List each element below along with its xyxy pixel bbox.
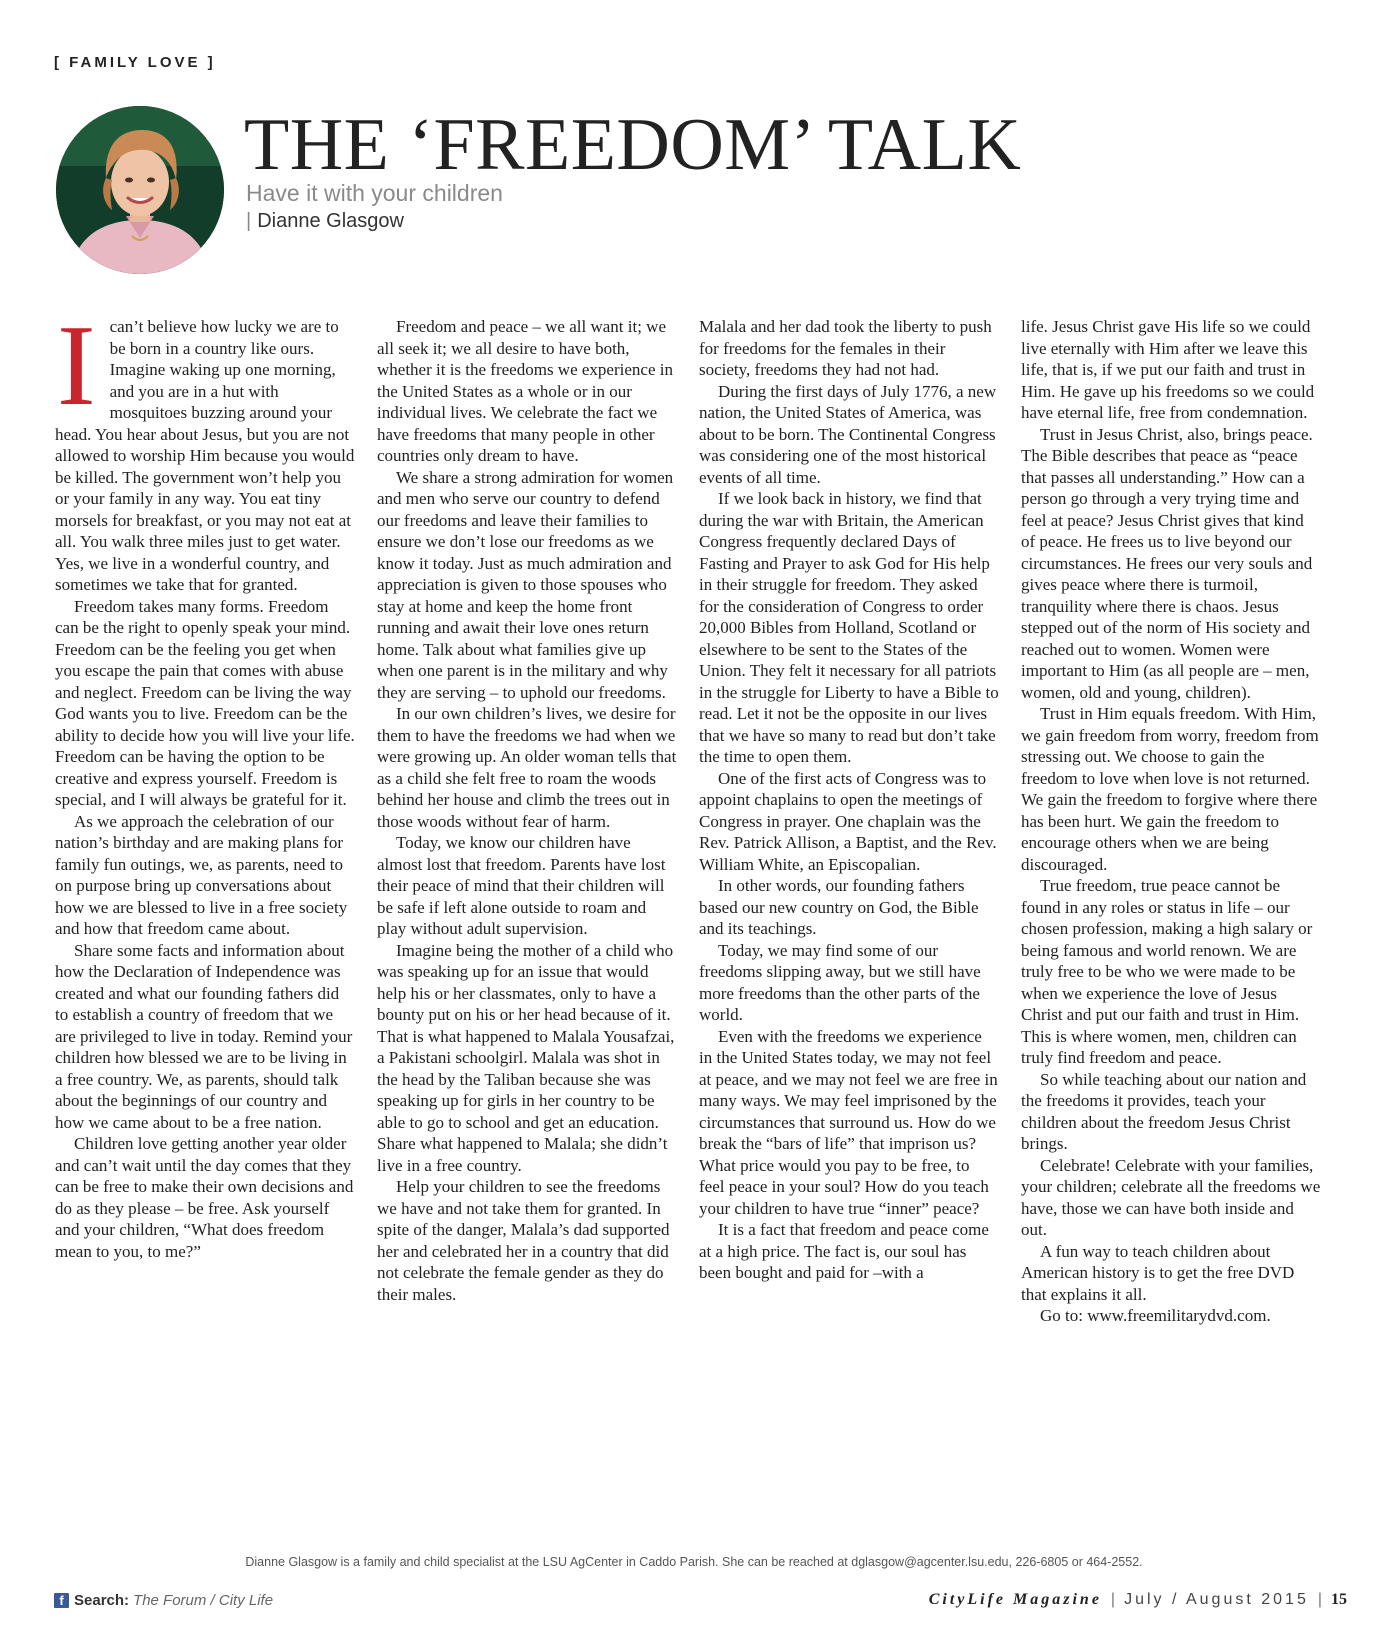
article-column-2	[377, 316, 677, 1305]
article-paragraph: In other words, our founding fathers based our new country on God, the Bible and its teachings.	[699, 876, 979, 938]
article-paragraph: Today, we may find some of our freedoms slipping away, but we still have more freedoms than the other parts of the world.	[699, 940, 981, 1024]
article-paragraph: One of the first acts of Congress was to appoint chaplains to open the meetings of Congress in prayer. One chaplain was the Rev. Patrick Allison, a Baptist, and the Rev. William White, an Episcopalian.	[699, 768, 997, 874]
article-column-4	[1021, 316, 1321, 1327]
article-paragraph: Celebrate! Celebrate with your families, your children; celebrate all the freedoms we have, those we can have both inside and out.	[1021, 1155, 1321, 1239]
article-paragraph: Trust in Jesus Christ, also, brings peace. The Bible describes that peace as “peace that passes all understanding.” How can a person go through a very trying time and feel at peace? Jesus Christ gives that kind of peace. He frees us to live beyond our circumstances. He frees our very souls and gives peace where there is turmoil, tranquility where there is chaos. Jesus stepped out of the norm of His society and reached out to women. Women were important to Him (as all people are – men, women, old and young, children).	[1021, 424, 1313, 702]
drop-cap: I	[57, 302, 96, 430]
author-name: Dianne Glasgow	[257, 210, 404, 232]
byline-divider: |	[246, 210, 252, 232]
article-paragraph: Share some facts and information about how the Declaration of Independence was created and what our founding fathers did to establish a country of freedom that we are privileged to live in today. Remind your children how blessed we are to be living in a free country. We, as parents, should talk about the beginnings of our country and how we came about to be a free nation.	[55, 940, 353, 1132]
article-column-1	[55, 302, 355, 1262]
facebook-icon: f	[54, 1593, 69, 1608]
article-paragraph: We share a strong admiration for women and men who serve our country to defend our freedoms and leave their families to ensure we don’t lose our freedoms as we know it today. Just as much admiration and appreciation is given to those spouses who stay at home and keep the home front running and await their love ones return home. Talk about what families give up when one parent is in the military and why they are serving – to uphold our freedoms.	[377, 467, 674, 702]
article-paragraph: Malala and her dad took the liberty to push for freedoms for the females in their society, freedoms they had not had.	[699, 317, 992, 379]
search-label: Search:	[74, 1592, 130, 1609]
page-number: 15	[1331, 1591, 1347, 1608]
article-paragraph: Imagine being the mother of a child who was speaking up for an issue that would help his or her classmates, only to have a bounty put on his or her head because of it. That is what happened to Malala Yousafzai, a Pakistani schoolgirl. Malala was shot in the head by the Taliban because she was speaking up for girls in her country to be able to go to school and get an education. Share what happened to Malala; she didn’t live in a free country.	[377, 940, 675, 1175]
article-paragraph: Freedom and peace – we all want it; we all seek it; we all desire to have both, whether it is the freedoms we experience in the United States as a whole or in our individual lives. We celebrate the fact we have freedoms that many people in other countries only dream to have.	[377, 317, 673, 465]
footer-search	[54, 1592, 273, 1609]
article-paragraph: A fun way to teach children about American history is to get the free DVD that explains it all.	[1021, 1241, 1295, 1304]
author-photo	[56, 106, 224, 274]
article-subtitle: Have it with your children	[246, 180, 503, 206]
article-paragraph: If we look back in history, we find that during the war with Britain, the American Congress frequently declared Days of Fasting and Prayer to ask God for His help in their struggle for freedom. They asked for the consideration of Congress to order 20,000 Bibles from Holland, Scotland or elsewhere to be sent to the States of the Union. They felt it necessary for all patriots in the struggle for Liberty to have a Bible to read. Let it not be the opposite in our lives that we have so many to read but don’t take the time to open them.	[699, 489, 999, 766]
article-paragraph: During the first days of July 1776, a new nation, the United States of America, was about to be born. The Continental Congress was considering one of the most historical events of all time.	[699, 381, 997, 487]
article-paragraph: Trust in Him equals freedom. With Him, we gain freedom from worry, freedom from stressing out. We choose to gain the freedom to love when love is not returned. We gain the freedom to forgive where there has been hurt. We gain the freedom to encourage others when we are being discouraged.	[1021, 704, 1319, 874]
article-paragraph: As we approach the celebration of our nation’s birthday and are making plans for family fun outings, we, as parents, need to on purpose bring up conversations about how we are blessed to live in a free society and how that freedom came about.	[55, 811, 348, 938]
article-paragraph: Today, we know our children have almost lost that freedom. Parents have lost their peace of mind that their children will be safe if left alone outside to roam and play without adult supervision.	[377, 833, 666, 938]
magazine-name: CityLife Magazine	[928, 1591, 1102, 1608]
section-label: [ FAMILY LOVE ]	[54, 54, 216, 71]
article-paragraph: So while teaching about our nation and the freedoms it provides, teach your children about the freedom Jesus Christ brings.	[1021, 1069, 1307, 1153]
article-paragraph: It is a fact that freedom and peace come at a high price. The fact is, our soul has been bought and paid for –with a	[699, 1220, 989, 1282]
article-paragraph: Even with the freedoms we experience in the United States today, we may not feel at peace, and we may not feel we are free in many ways. We may feel imprisoned by the circumstances that surround us. How do we break the “bars of life” that imprison us? What price would you pay to be free, to feel peace in your soul? How do you teach your children to have true “inner” peace?	[699, 1026, 998, 1218]
page-footer	[929, 1591, 1347, 1609]
article-paragraph: Go to: www.freemilitarydvd.com.	[1040, 1306, 1271, 1325]
article-paragraph: True freedom, true peace cannot be found in any roles or status in life – our chosen profession, making a high salary or being famous and world renown. We are truly free to be who we were made to be when we experience the love of Jesus Christ and put our faith and trust in Him. This is where women, men, children can truly find freedom and peace.	[1021, 876, 1313, 1067]
author-portrait-illustration	[56, 106, 224, 274]
issue-date: July / August 2015	[1124, 1591, 1309, 1608]
article-paragraph: Freedom takes many forms. Freedom can be the right to openly speak your mind. Freedom can be the feeling you get when you escape the pain that comes with abuse and neglect. Freedom can be living the way God wants you to live. Freedom can be the ability to decide how you will live your life. Freedom can be having the option to be creative and express yourself. Freedom is special, and I will always be grateful for it.	[55, 596, 355, 809]
author-bio: Dianne Glasgow is a family and child specialist at the LSU AgCenter in Caddo Parish. She can be reached at dglasgow@agcenter.lsu.edu, 226-6805 or 464-2552.	[245, 1555, 1143, 1569]
search-path: The Forum / City Life	[133, 1592, 274, 1609]
article-column-3	[699, 316, 999, 1284]
footer-separator: |	[1317, 1591, 1322, 1608]
article-paragraph: In our own children’s lives, we desire for them to have the freedoms we had when we were growing up. An older woman tells that as a child she felt free to roam the woods behind her house and climb the trees out in those woods without fear of harm.	[377, 704, 677, 831]
article-paragraph: life. Jesus Christ gave His life so we could live eternally with Him after we leave this life, that is, if we put our faith and trust in Him. He gave up his freedoms so we could have eternal life, free from condemnation.	[1021, 317, 1315, 422]
article-paragraph: Children love getting another year older and can’t wait until the day comes that they can be free to make their own decisions and do as they please – be free. Ask yourself and your children, “What does freedom mean to you, to me?”	[55, 1134, 354, 1261]
article-paragraph: Help your children to see the freedoms we have and not take them for granted. In spite of the danger, Malala’s dad supported her and celebrated her in a country that did not celebrate the female gender as they do their males.	[377, 1177, 670, 1304]
article-title: THE ‘FREEDOM’ TALK	[244, 104, 1022, 186]
byline	[246, 210, 404, 233]
article-paragraph: Ican’t believe how lucky we are to be born in a country like ours. Imagine waking up one morning, and you are in a hut with mosquitoes buzzing around your head. You hear about Jesus, but you are not allowed to worship Him because you would be killed. The government won’t help you or your family in any way. You eat tiny morsels for breakfast, or you may not eat at all. You walk three miles just to get water. Yes, we live in a wonderful country, and sometimes we take that for granted.	[55, 302, 355, 594]
footer-separator: |	[1110, 1591, 1116, 1608]
